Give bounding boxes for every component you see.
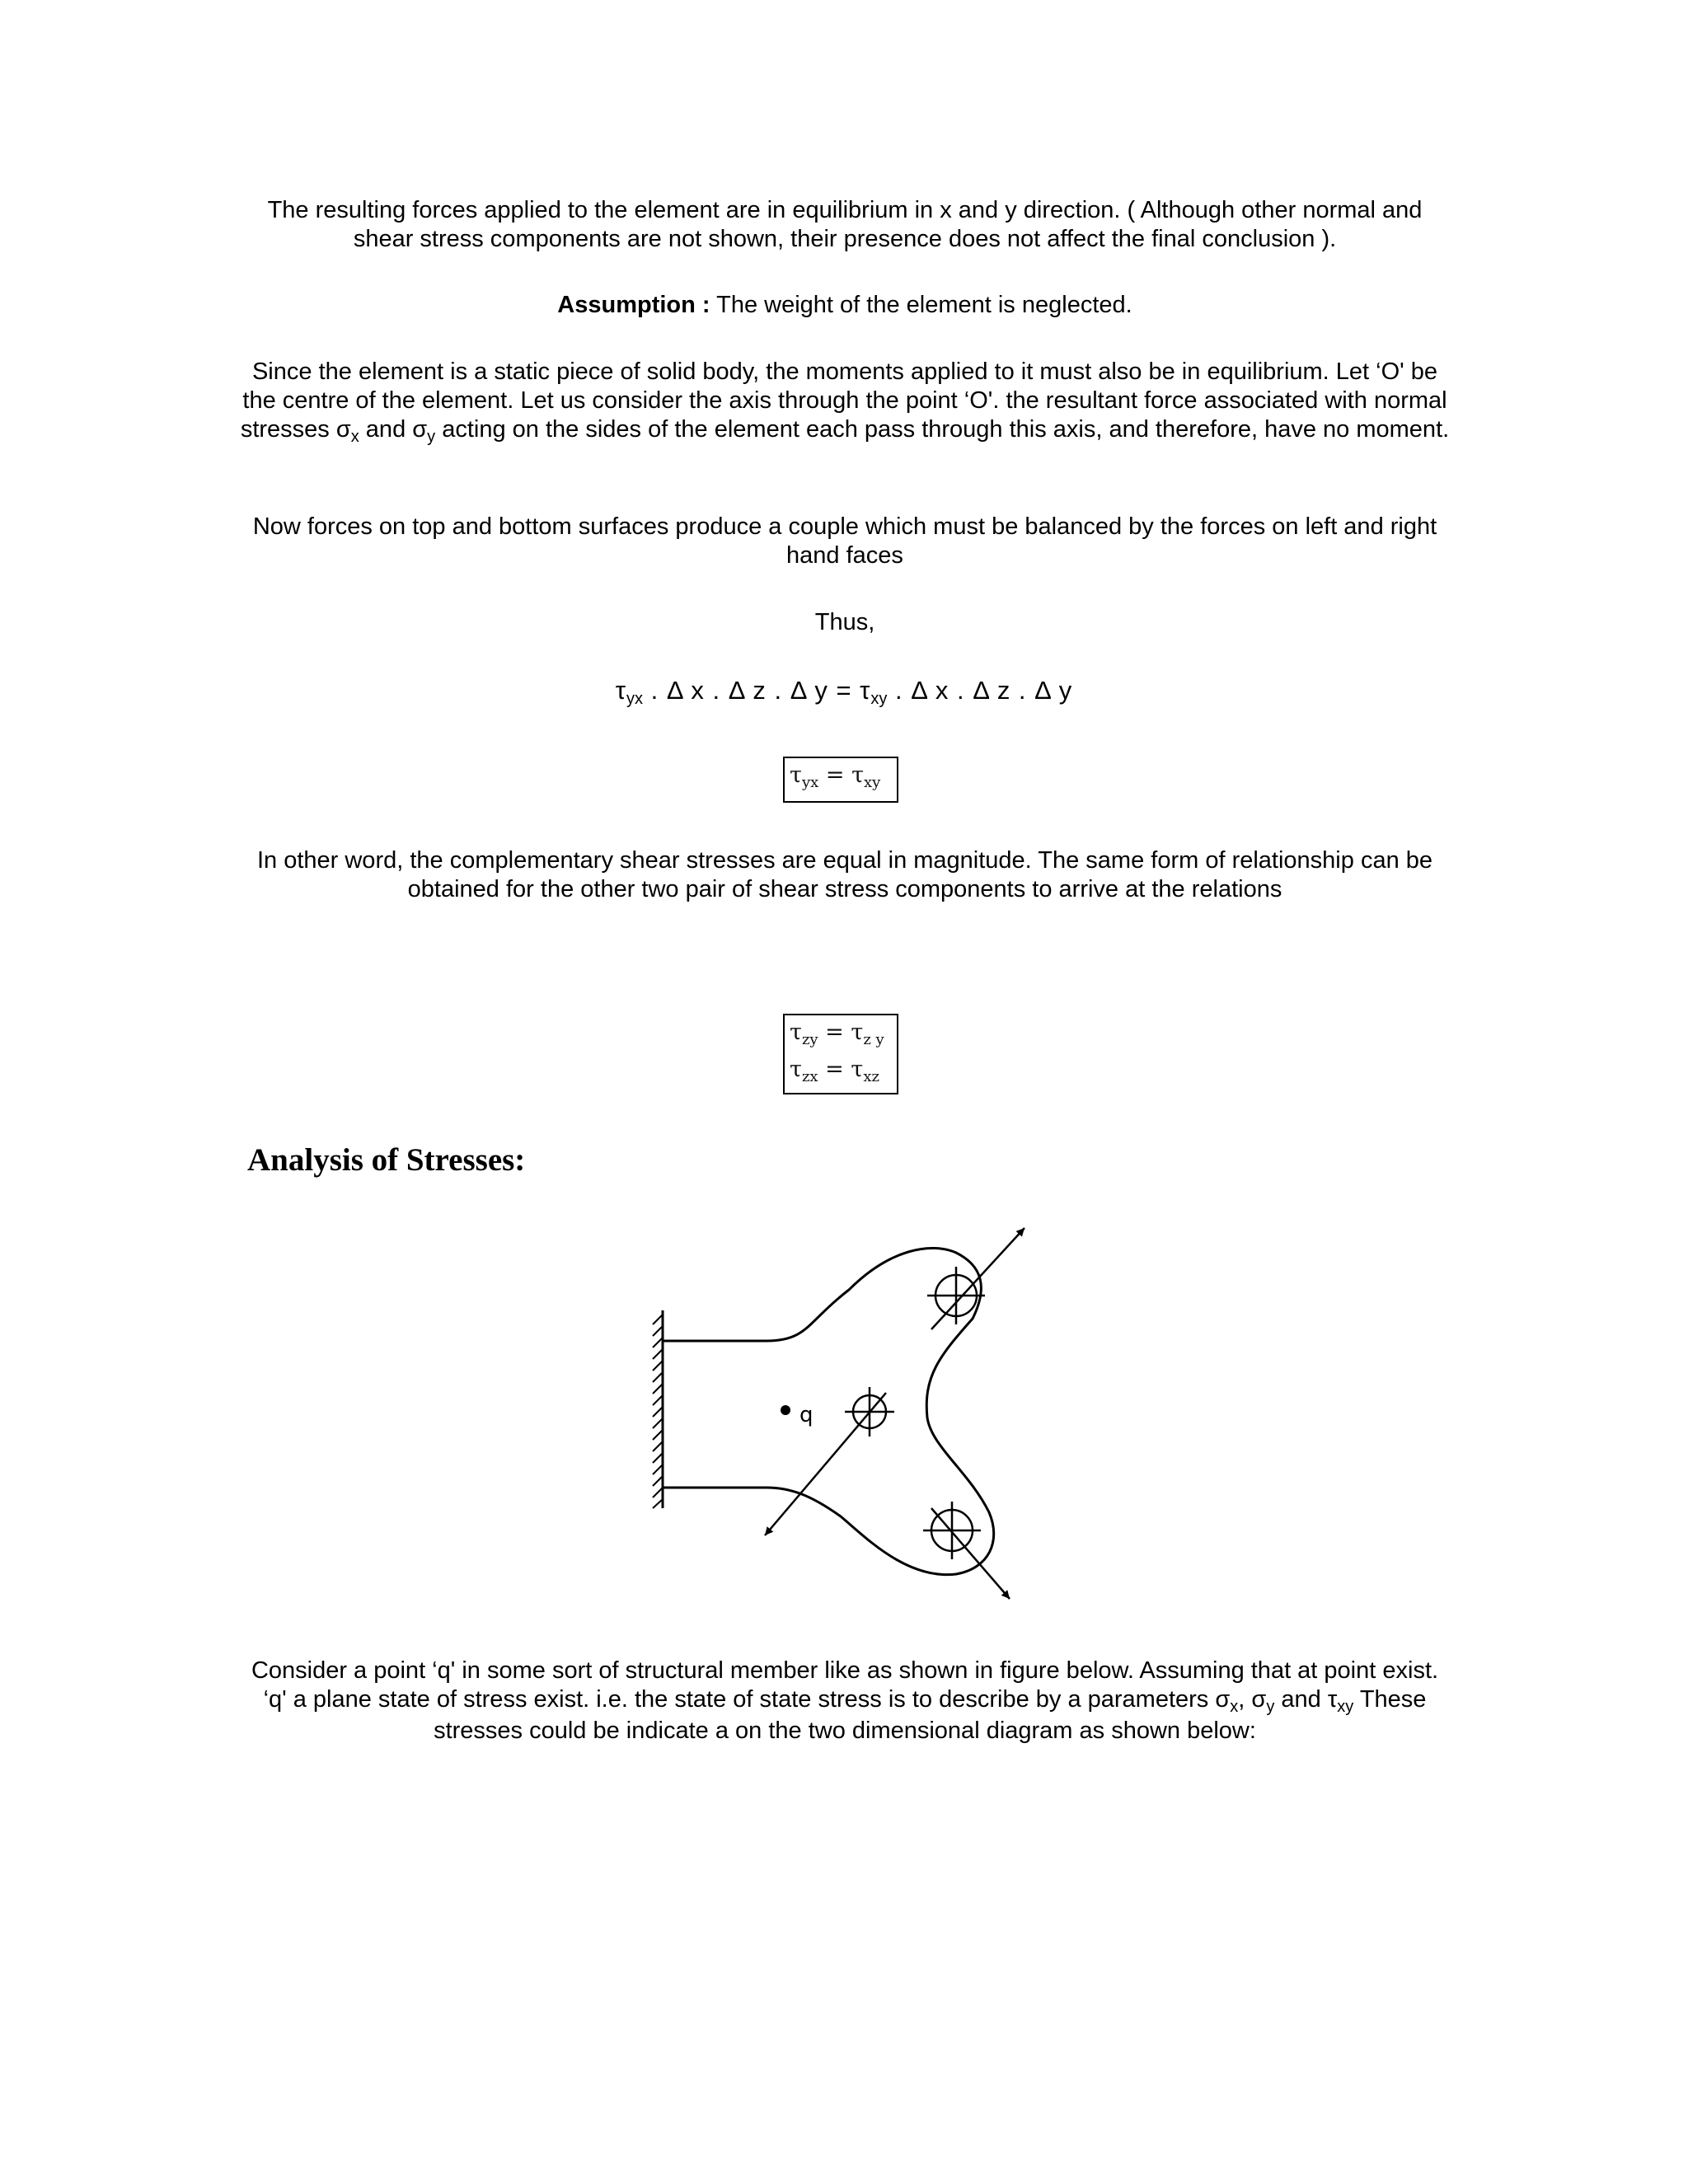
consider-and: and [1274,1686,1328,1713]
sigma-x-symbol: σ [1215,1686,1231,1713]
box-row [790,758,892,795]
other-word-paragraph [239,846,1451,904]
box-tau-rhs: τ [851,762,864,788]
tau-zy-subscript: zy [801,1031,818,1048]
sigma-x-subscript: x [1230,1698,1239,1716]
assumption-paragraph [239,291,1451,320]
tau-rhs-subscript: z y [863,1031,884,1048]
moments-text-end: acting on the sides of the element each pass through this axis, and therefore, have no moment. [435,416,1450,443]
box-row-zx [790,1052,892,1090]
result-box-other-pairs [783,1014,898,1094]
assumption-label: Assumption : [557,292,710,318]
point-q-dot [781,1405,790,1415]
tau-xy-symbol: τ [860,676,871,705]
moments-paragraph [239,358,1451,447]
tau-zx-subscript: zx [801,1068,818,1085]
sigma-x-symbol: σ [335,416,351,443]
tau-yx-symbol: τ [615,676,626,705]
box-tau-lhs-subscript: yx [801,774,819,791]
equilibrium-text: The resulting forces applied to the element are in equilibrium in x and y direction. ( Although other normal and shear stress components are not shown, their presence does not affect the final conclusion ). [267,197,1423,252]
assumption-text: The weight of the element is neglected. [710,292,1132,318]
crosshair-top [927,1267,985,1324]
consider-text: Consider a point ‘q' in some sort of structural member like as shown in figure below. Assuming that at point exist. ‘q' a plane state of stress exist. i.e. the state of state stress is to describe by a parameters [251,1657,1439,1713]
equation-rhs: . Δ x . Δ z . Δ y [887,676,1073,705]
box-equals: = [818,1019,851,1045]
other-word-text: In other word, the complementary shear stresses are equal in magnitude. The same form of relationship can be obtained for the other two pair of shear stress components to arrive at the relations [256,847,1433,902]
couple-text: Now forces on top and bottom surfaces produce a couple which must be balanced by the forces on left and right hand faces [252,513,1437,569]
box-tau-lhs: τ [790,762,802,788]
box-row-zy [790,1015,892,1052]
section-heading: Analysis of Stresses: [247,1142,526,1178]
equilibrium-paragraph [239,196,1451,254]
sigma-y-symbol: σ [1251,1686,1267,1713]
thus-paragraph [239,608,1451,637]
wall-support [653,1310,663,1508]
sigma-y-subscript: y [1266,1698,1275,1716]
tau-xy-subscript: xy [1337,1698,1354,1716]
tau-zy-symbol: τ [790,1019,802,1045]
sigma-x-subscript: x [350,428,359,446]
tau-xz-symbol: τ [851,1057,864,1082]
box-equals: = [818,762,852,788]
tau-xy-subscript: xy [870,690,888,708]
consider-paragraph [239,1657,1451,1746]
moments-text: Since the element is a static piece of solid body, the moments applied to it must also be in equilibrium. Let ‘O' be the centre of the element. Let us consider the axis through the point ‘O'. the resultant force associated with normal stresses [240,359,1447,443]
tau-yx-subscript: yx [626,690,643,708]
moments-and: and [359,416,413,443]
structural-member-figure [643,1224,1039,1619]
couple-paragraph [239,513,1451,570]
tau-xz-subscript: xz [863,1068,879,1085]
tau-rhs-symbol: τ [851,1019,864,1045]
box-tau-rhs-subscript: xy [864,774,881,791]
point-q-label: q [799,1403,814,1427]
member-outline [663,1248,994,1574]
consider-comma: , [1238,1686,1252,1713]
tau-xy-symbol: τ [1327,1686,1338,1713]
tau-zx-symbol: τ [790,1057,802,1082]
result-box-shear-equality [783,757,898,803]
sigma-y-subscript: y [427,428,436,446]
sigma-y-symbol: σ [412,416,428,443]
equation-lhs: . Δ x . Δ z . Δ y = [642,676,860,705]
moment-equation [0,676,1688,708]
consider-text-end: These stresses could be indicate a on the two dimensional diagram as shown below: [434,1686,1427,1744]
crosshair-bottom [923,1502,981,1559]
thus-text: Thus, [814,609,875,635]
box-equals: = [818,1057,851,1082]
